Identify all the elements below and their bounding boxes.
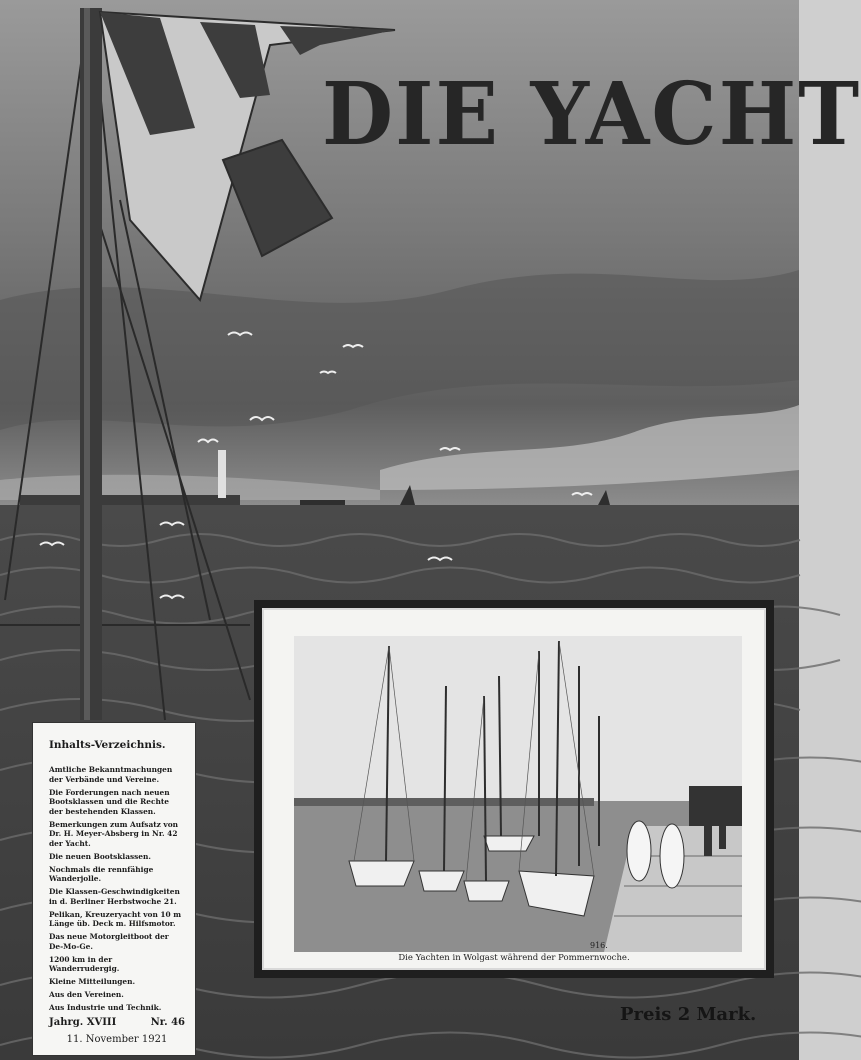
- harbor-photo: [294, 636, 742, 952]
- lighthouse: [218, 450, 226, 498]
- toc-item: Kleine Mitteilungen.: [49, 977, 136, 986]
- table-of-contents: [32, 722, 196, 1056]
- toc-item: Bemerkungen zum Aufsatz von Dr. H. Meyer-Absberg in Nr. 42 der Yacht.: [49, 819, 179, 848]
- photo-signature: 916.: [590, 941, 608, 950]
- price-label: Preis 2 Mark.: [620, 1004, 757, 1025]
- magazine-title: DIE YACHT: [322, 64, 861, 165]
- toc-title: Inhalts-Verzeichnis.: [49, 739, 166, 751]
- toc-item: Die neuen Bootsklassen.: [49, 851, 151, 861]
- distant-coast: [20, 495, 240, 505]
- toc-item: Amtliche Bekanntmachungen der Verbände und Vereine.: [49, 765, 173, 784]
- photo-frame: [254, 600, 774, 978]
- toc-item: Nochmals die rennfähige Wanderjolle.: [49, 864, 154, 883]
- volume-label: Jahrg. XVIII: [49, 1017, 117, 1028]
- harbor-photo-drawing: [294, 636, 742, 952]
- toc-item: Aus Industrie und Technik.: [49, 1003, 162, 1012]
- toc-item: Aus den Vereinen.: [49, 990, 124, 999]
- mast: [80, 8, 102, 720]
- toc-item: Die Forderungen nach neuen Bootsklassen und die Rechte der bestehenden Klassen.: [49, 787, 170, 816]
- toc-item: Pelikan, Kreuzeryacht von 10 m Länge üb. Deck m. Hilfsmotor.: [49, 909, 182, 928]
- photo-caption: Die Yachten in Wolgast während der Pommernwoche.: [398, 953, 630, 963]
- photo-mat: [262, 608, 766, 970]
- issue-date: 11. November 1921: [66, 1034, 168, 1045]
- mast-highlight: [84, 8, 90, 720]
- issue-info: [49, 1017, 185, 1045]
- toc-item: Das neue Motorgleitboot der De-Mo-Ge.: [49, 932, 169, 951]
- toc-item: Die Klassen-Geschwindigkeiten in d. Berliner Herbstwoche 21.: [49, 887, 180, 906]
- issue-number: Nr. 46: [150, 1017, 185, 1028]
- toc-item: 1200 km in der Wanderrudergig.: [49, 954, 120, 973]
